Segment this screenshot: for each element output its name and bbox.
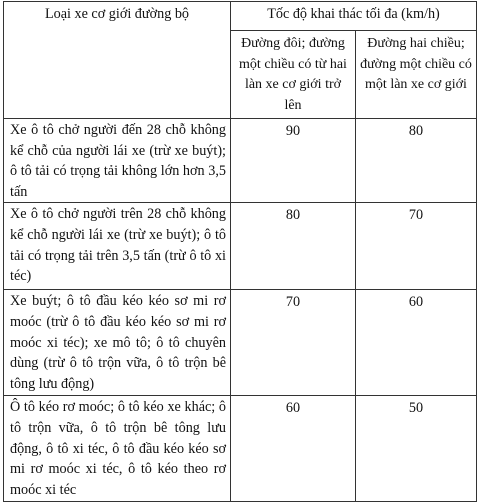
table-row bbox=[4, 396, 477, 502]
table-row bbox=[4, 119, 477, 203]
speed-divided-cell: 70 bbox=[231, 290, 356, 396]
speed-divided-cell: 90 bbox=[231, 119, 356, 203]
speed-divided-cell: 60 bbox=[231, 396, 356, 502]
vehicle-type-cell: Xe ô tô chở người đến 28 chỗ không kể chỗ của người lái xe (trừ xe buýt); ô tô tải có trọng tải không lớn hơn 3,5 tấn bbox=[4, 119, 231, 203]
vehicle-type-cell: Xe buýt; ô tô đầu kéo kéo sơ mi rơ moóc (trừ ô tô đầu kéo kéo sơ mi rơ moóc xi téc); xe mô tô; ô tô chuyên dùng (trừ ô tô trộn vữa, ô tô trộn bê tông lưu động) bbox=[4, 290, 231, 396]
header-two-way-road: Đường hai chiều; đường một chiều có một làn xe cơ giới bbox=[356, 31, 477, 119]
table-row bbox=[4, 203, 477, 290]
header-divided-road: Đường đôi; đường một chiều có từ hai làn xe cơ giới trở lên bbox=[231, 31, 356, 119]
speed-two-way-cell: 60 bbox=[356, 290, 477, 396]
header-max-speed: Tốc độ khai thác tối đa (km/h) bbox=[231, 2, 477, 31]
speed-limit-table bbox=[3, 1, 477, 502]
speed-two-way-cell: 50 bbox=[356, 396, 477, 502]
vehicle-type-cell: Ô tô kéo rơ moóc; ô tô kéo xe khác; ô tô trộn vữa, ô tô trộn bê tông lưu động, ô tô xi téc, ô tô đầu kéo kéo sơ mi rơ moóc xi téc, ô tô kéo theo rơ moóc xi téc bbox=[4, 396, 231, 502]
header-vehicle-type: Loại xe cơ giới đường bộ bbox=[4, 2, 231, 119]
speed-divided-cell: 80 bbox=[231, 203, 356, 290]
speed-two-way-cell: 80 bbox=[356, 119, 477, 203]
speed-two-way-cell: 70 bbox=[356, 203, 477, 290]
vehicle-type-cell: Xe ô tô chở người trên 28 chỗ không kể chỗ người lái xe (trừ xe buýt); ô tô tải có trọng tải trên 3,5 tấn (trừ ô tô xi téc) bbox=[4, 203, 231, 290]
table-row bbox=[4, 290, 477, 396]
table-header-row bbox=[4, 2, 477, 31]
